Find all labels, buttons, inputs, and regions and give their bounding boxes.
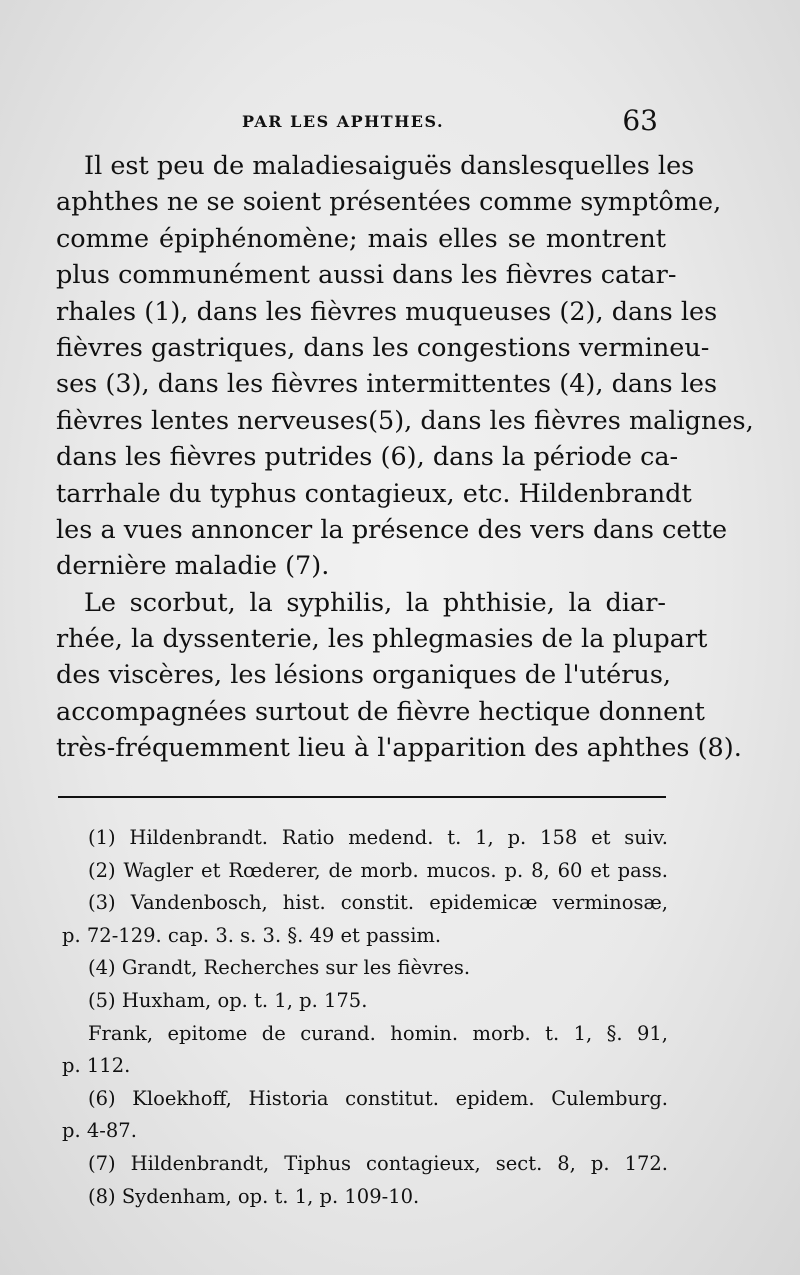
main-text (56, 148, 754, 767)
running-head: PAR LES APHTHES. (242, 112, 445, 131)
text-line: plus communément aussi dans les fièvres catar- (56, 260, 677, 291)
text-line: ses (3), dans les fièvres intermittentes (4), dans les (56, 369, 718, 400)
text-line: rhée, la dyssenterie, les phlegmasies de la plupart (56, 624, 708, 655)
footnote-line: (6) Kloekhoff, Historia constitut. epidem. Culemburg. (88, 1086, 668, 1110)
text-line: dans les fièvres putrides (6), dans la période ca- (56, 442, 679, 473)
text-line: Il est peu de maladiesaiguës danslesquelles les (84, 151, 695, 181)
text-line: aphthes ne se soient présentées comme symptôme, (56, 187, 722, 218)
text-line: accompagnées surtout de fièvre hectique donnent (56, 696, 705, 727)
footnote-line: Frank, epitome de curand. homin. morb. t. 1, §. 91, (88, 1021, 668, 1045)
page-number: 63 (622, 104, 658, 137)
text-line: Le scorbut, la syphilis, la phthisie, la diar- (84, 587, 666, 618)
page-header (56, 104, 662, 144)
text-line: dernière maladie (7). (56, 551, 330, 582)
text-line: rhales (1), dans les fièvres muqueuses (2), dans les (56, 296, 718, 327)
footnote-line: (3) Vandenbosch, hist. constit. epidemicæ verminosæ, (88, 891, 668, 915)
footnote-line: p. 112. (62, 1054, 131, 1078)
text-line: fièvres gastriques, dans les congestions vermineu- (56, 332, 710, 363)
text-line: tarrhale du typhus contagieux, etc. Hildenbrandt (56, 478, 692, 509)
footnote-line: (8) Sydenham, op. t. 1, p. 109-10. (88, 1184, 420, 1208)
footnote-line: (4) Grandt, Recherches sur les fièvres. (88, 956, 471, 980)
text-line: des viscères, les lésions organiques de l'utérus, (56, 660, 672, 691)
footnote-line: (1) Hildenbrandt. Ratio medend. t. 1, p. 158 et suiv. (88, 826, 668, 849)
footnote-line: (5) Huxham, op. t. 1, p. 175. (88, 988, 368, 1012)
footnote-rule (58, 796, 666, 798)
text-line: fièvres lentes nerveuses(5), dans les fièvres malignes, (56, 405, 754, 436)
footnote-line: (2) Wagler et Rœderer, de morb. mucos. p. 8, 60 et pass. (88, 858, 668, 882)
text-line: très-fréquemment lieu à l'apparition des aphthes (8). (56, 733, 742, 764)
footnote-line: p. 72-129. cap. 3. s. 3. §. 49 et passim. (62, 923, 442, 947)
text-line: les a vues annoncer la présence des vers dans cette (56, 514, 728, 545)
footnote-line: p. 4-87. (62, 1119, 137, 1143)
footnote-line: (7) Hildenbrandt, Tiphus contagieux, sect. 8, p. 172. (88, 1151, 668, 1175)
text-line: comme épiphénomène; mais elles se montrent (56, 223, 666, 254)
footnotes (62, 822, 668, 1213)
